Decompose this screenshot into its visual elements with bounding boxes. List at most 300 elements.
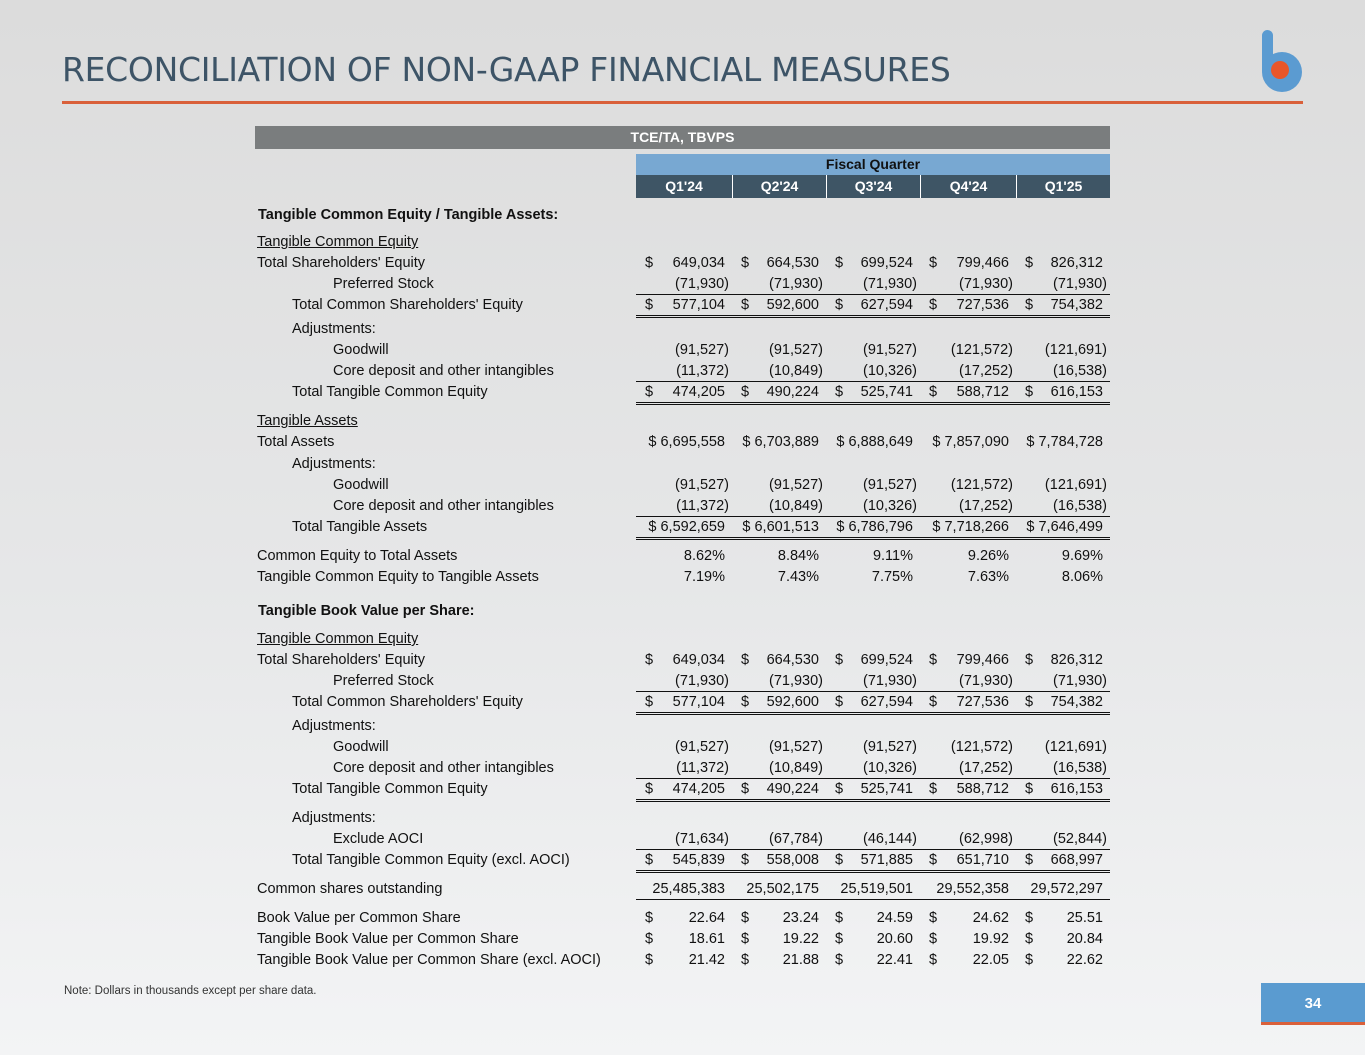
dollar-sign: $ bbox=[929, 694, 938, 710]
value-cell bbox=[826, 650, 920, 670]
cell-value: (71,930) bbox=[674, 276, 729, 292]
table-row bbox=[0, 517, 1365, 538]
value-cell bbox=[636, 253, 732, 273]
row-label: Total Tangible Assets bbox=[292, 519, 428, 535]
cell-value: 754,382 bbox=[1050, 694, 1103, 710]
cell-value: 7.43% bbox=[777, 569, 819, 585]
table-row bbox=[0, 950, 1365, 971]
cell-value: (91,527) bbox=[674, 342, 729, 358]
cell-value: (91,527) bbox=[768, 342, 823, 358]
value-cell bbox=[826, 475, 920, 495]
dollar-sign: $ bbox=[741, 910, 750, 926]
table-row bbox=[0, 879, 1365, 900]
row-label: Total Tangible Common Equity bbox=[292, 384, 488, 400]
value-cell bbox=[732, 361, 826, 382]
cell-value: (71,930) bbox=[768, 673, 823, 689]
value-cell bbox=[732, 650, 826, 670]
dollar-sign: $ bbox=[929, 781, 938, 797]
dollar-sign: $ bbox=[929, 952, 938, 968]
value-cell bbox=[1016, 295, 1110, 318]
dollar-sign: $ bbox=[645, 652, 654, 668]
cell-value: 22.05 bbox=[972, 952, 1009, 968]
cell-value: (71,930) bbox=[1052, 276, 1107, 292]
cell-value: (52,844) bbox=[1052, 831, 1107, 847]
cell-value: $ 6,888,649 bbox=[836, 434, 913, 450]
dollar-sign: $ bbox=[1025, 297, 1034, 313]
value-cell bbox=[826, 361, 920, 382]
value-cell bbox=[636, 737, 732, 757]
cell-value: (16,538) bbox=[1052, 498, 1107, 514]
cell-value: (10,326) bbox=[862, 498, 917, 514]
cell-value: (71,930) bbox=[674, 673, 729, 689]
table-row bbox=[0, 850, 1365, 871]
cell-value: 649,034 bbox=[672, 255, 725, 271]
value-cell bbox=[920, 671, 1016, 692]
table-row bbox=[0, 692, 1365, 713]
value-cell bbox=[636, 496, 732, 517]
cell-value: 474,205 bbox=[672, 781, 725, 797]
value-cell bbox=[920, 432, 1016, 452]
dollar-sign: $ bbox=[929, 255, 938, 271]
table-row bbox=[0, 601, 1365, 622]
value-cell bbox=[1016, 779, 1110, 802]
row-label: Goodwill bbox=[333, 739, 389, 755]
dollar-sign: $ bbox=[1025, 781, 1034, 797]
cell-value: 490,224 bbox=[766, 384, 819, 400]
dollar-sign: $ bbox=[835, 781, 844, 797]
value-cell bbox=[826, 274, 920, 295]
dollar-sign: $ bbox=[741, 297, 750, 313]
value-cell bbox=[732, 692, 826, 715]
value-cell bbox=[1016, 650, 1110, 670]
value-cell bbox=[732, 496, 826, 517]
value-cell bbox=[920, 295, 1016, 318]
cell-value: $ 7,784,728 bbox=[1026, 434, 1103, 450]
value-cell bbox=[636, 382, 732, 405]
value-cell bbox=[636, 829, 732, 850]
value-cell bbox=[826, 253, 920, 273]
dollar-sign: $ bbox=[741, 781, 750, 797]
cell-value: 826,312 bbox=[1050, 652, 1103, 668]
value-cell bbox=[636, 692, 732, 715]
cell-value: 24.59 bbox=[876, 910, 913, 926]
table-row bbox=[0, 454, 1365, 475]
dollar-sign: $ bbox=[741, 255, 750, 271]
value-cell bbox=[1016, 758, 1110, 779]
quarter-header: Q1'25 bbox=[1016, 175, 1110, 198]
cell-value: 754,382 bbox=[1050, 297, 1103, 313]
cell-value: 490,224 bbox=[766, 781, 819, 797]
value-cell bbox=[920, 496, 1016, 517]
cell-value: (121,691) bbox=[1044, 342, 1107, 358]
value-cell bbox=[1016, 340, 1110, 360]
row-label: Total Common Shareholders' Equity bbox=[292, 694, 523, 710]
cell-value: (71,930) bbox=[1052, 673, 1107, 689]
row-label: Tangible Common Equity to Tangible Assets bbox=[257, 569, 539, 585]
value-cell bbox=[920, 340, 1016, 360]
cell-value: 8.84% bbox=[777, 548, 819, 564]
row-label: Tangible Common Equity bbox=[257, 234, 419, 250]
row-label: Total Common Shareholders' Equity bbox=[292, 297, 523, 313]
value-cell bbox=[920, 908, 1016, 928]
table-row bbox=[0, 808, 1365, 829]
cell-value: 20.60 bbox=[876, 931, 913, 947]
value-cell bbox=[826, 950, 920, 970]
table-row bbox=[0, 779, 1365, 800]
cell-value: 25,485,383 bbox=[652, 881, 725, 897]
cell-value: 29,552,358 bbox=[936, 881, 1009, 897]
row-label: Goodwill bbox=[333, 342, 389, 358]
table-row bbox=[0, 758, 1365, 779]
value-cell bbox=[732, 850, 826, 873]
cell-value: 664,530 bbox=[766, 652, 819, 668]
cell-value: 25,519,501 bbox=[840, 881, 913, 897]
cell-value: 20.84 bbox=[1066, 931, 1103, 947]
dollar-sign: $ bbox=[741, 694, 750, 710]
table-row bbox=[0, 567, 1365, 588]
dollar-sign: $ bbox=[1025, 255, 1034, 271]
value-cell bbox=[636, 908, 732, 928]
row-label: Tangible Book Value per Common Share (excl. AOCI) bbox=[257, 952, 601, 968]
value-cell bbox=[1016, 274, 1110, 295]
value-cell bbox=[826, 567, 920, 587]
dollar-sign: $ bbox=[1025, 852, 1034, 868]
value-cell bbox=[826, 517, 920, 540]
cell-value: 21.88 bbox=[782, 952, 819, 968]
cell-value: 24.62 bbox=[972, 910, 1009, 926]
cell-value: 577,104 bbox=[672, 297, 725, 313]
table-row bbox=[0, 908, 1365, 929]
row-label: Core deposit and other intangibles bbox=[333, 363, 554, 379]
table-row bbox=[0, 205, 1365, 226]
dollar-sign: $ bbox=[929, 297, 938, 313]
value-cell bbox=[636, 850, 732, 873]
cell-value: $ 6,601,513 bbox=[742, 519, 819, 535]
cell-value: (67,784) bbox=[768, 831, 823, 847]
value-cell bbox=[732, 517, 826, 540]
value-cell bbox=[732, 567, 826, 587]
cell-value: (17,252) bbox=[958, 498, 1013, 514]
row-label: Common Equity to Total Assets bbox=[257, 548, 458, 564]
value-cell bbox=[920, 253, 1016, 273]
value-cell bbox=[636, 650, 732, 670]
row-label: Tangible Common Equity bbox=[257, 631, 419, 647]
value-cell bbox=[1016, 546, 1110, 566]
dollar-sign: $ bbox=[929, 852, 938, 868]
value-cell bbox=[732, 253, 826, 273]
value-cell bbox=[1016, 432, 1110, 452]
value-cell bbox=[1016, 671, 1110, 692]
value-cell bbox=[826, 908, 920, 928]
table-row bbox=[0, 253, 1365, 274]
value-cell bbox=[826, 929, 920, 949]
dollar-sign: $ bbox=[741, 652, 750, 668]
table-row bbox=[0, 340, 1365, 361]
cell-value: $ 6,703,889 bbox=[742, 434, 819, 450]
dollar-sign: $ bbox=[741, 852, 750, 868]
row-label: Preferred Stock bbox=[333, 276, 434, 292]
row-label: Core deposit and other intangibles bbox=[333, 760, 554, 776]
row-label: Tangible Common Equity / Tangible Assets: bbox=[258, 207, 559, 223]
cell-value: 8.62% bbox=[683, 548, 725, 564]
value-cell bbox=[826, 496, 920, 517]
value-cell bbox=[636, 546, 732, 566]
row-label: Common shares outstanding bbox=[257, 881, 443, 897]
dollar-sign: $ bbox=[929, 931, 938, 947]
value-cell bbox=[920, 692, 1016, 715]
cell-value: 21.42 bbox=[688, 952, 725, 968]
value-cell bbox=[826, 758, 920, 779]
cell-value: 9.26% bbox=[967, 548, 1009, 564]
value-cell bbox=[636, 950, 732, 970]
cell-value: 8.06% bbox=[1061, 569, 1103, 585]
cell-value: $ 6,592,659 bbox=[648, 519, 725, 535]
row-label: Total Shareholders' Equity bbox=[257, 652, 426, 668]
cell-value: 7.63% bbox=[967, 569, 1009, 585]
value-cell bbox=[1016, 850, 1110, 873]
cell-value: 23.24 bbox=[782, 910, 819, 926]
cell-value: (71,930) bbox=[862, 673, 917, 689]
cell-value: 616,153 bbox=[1050, 384, 1103, 400]
table-row bbox=[0, 432, 1365, 453]
dollar-sign: $ bbox=[835, 652, 844, 668]
fiscal-quarter-label: Fiscal Quarter bbox=[636, 154, 1110, 175]
cell-value: (10,849) bbox=[768, 363, 823, 379]
quarter-header-row bbox=[636, 175, 1110, 198]
cell-value: (91,527) bbox=[862, 342, 917, 358]
table-row bbox=[0, 671, 1365, 692]
footnote: Note: Dollars in thousands except per share data. bbox=[64, 985, 317, 997]
value-cell bbox=[636, 361, 732, 382]
value-cell bbox=[636, 779, 732, 802]
cell-value: (71,930) bbox=[768, 276, 823, 292]
value-cell bbox=[920, 650, 1016, 670]
table-row bbox=[0, 716, 1365, 737]
value-cell bbox=[1016, 908, 1110, 928]
quarter-header: Q2'24 bbox=[732, 175, 826, 198]
value-cell bbox=[732, 779, 826, 802]
value-cell bbox=[920, 382, 1016, 405]
cell-value: (121,572) bbox=[950, 477, 1013, 493]
value-cell bbox=[920, 567, 1016, 587]
cell-value: (121,572) bbox=[950, 342, 1013, 358]
cell-value: 525,741 bbox=[860, 384, 913, 400]
value-cell bbox=[732, 950, 826, 970]
value-cell bbox=[636, 475, 732, 495]
dollar-sign: $ bbox=[1025, 952, 1034, 968]
cell-value: 649,034 bbox=[672, 652, 725, 668]
cell-value: 668,997 bbox=[1050, 852, 1103, 868]
cell-value: (71,930) bbox=[958, 276, 1013, 292]
dollar-sign: $ bbox=[645, 255, 654, 271]
value-cell bbox=[732, 879, 826, 900]
table-row bbox=[0, 546, 1365, 567]
cell-value: 799,466 bbox=[956, 255, 1009, 271]
cell-value: 29,572,297 bbox=[1030, 881, 1103, 897]
cell-value: (62,998) bbox=[958, 831, 1013, 847]
value-cell bbox=[636, 274, 732, 295]
cell-value: $ 7,857,090 bbox=[932, 434, 1009, 450]
value-cell bbox=[1016, 496, 1110, 517]
cell-value: (10,849) bbox=[768, 498, 823, 514]
value-cell bbox=[732, 671, 826, 692]
dollar-sign: $ bbox=[645, 694, 654, 710]
value-cell bbox=[1016, 253, 1110, 273]
brand-logo bbox=[1258, 30, 1304, 96]
cell-value: 19.22 bbox=[782, 931, 819, 947]
dollar-sign: $ bbox=[741, 384, 750, 400]
row-label: Exclude AOCI bbox=[333, 831, 424, 847]
cell-value: (10,849) bbox=[768, 760, 823, 776]
table-row bbox=[0, 650, 1365, 671]
value-cell bbox=[1016, 475, 1110, 495]
row-label: Adjustments: bbox=[292, 810, 376, 826]
value-cell bbox=[636, 295, 732, 318]
value-cell bbox=[826, 382, 920, 405]
row-label: Total Assets bbox=[257, 434, 335, 450]
cell-value: 545,839 bbox=[672, 852, 725, 868]
dollar-sign: $ bbox=[1025, 931, 1034, 947]
table-row bbox=[0, 319, 1365, 340]
cell-value: 18.61 bbox=[688, 931, 725, 947]
dollar-sign: $ bbox=[835, 694, 844, 710]
value-cell bbox=[826, 692, 920, 715]
cell-value: 22.64 bbox=[688, 910, 725, 926]
value-cell bbox=[920, 274, 1016, 295]
row-label: Tangible Assets bbox=[257, 413, 358, 429]
value-cell bbox=[826, 737, 920, 757]
value-cell bbox=[920, 879, 1016, 900]
cell-value: 799,466 bbox=[956, 652, 1009, 668]
value-cell bbox=[826, 432, 920, 452]
value-cell bbox=[636, 340, 732, 360]
row-label: Goodwill bbox=[333, 477, 389, 493]
value-cell bbox=[920, 517, 1016, 540]
dollar-sign: $ bbox=[645, 384, 654, 400]
cell-value: (17,252) bbox=[958, 363, 1013, 379]
cell-value: 592,600 bbox=[766, 297, 819, 313]
cell-value: 25,502,175 bbox=[746, 881, 819, 897]
value-cell bbox=[920, 779, 1016, 802]
quarter-header: Q4'24 bbox=[920, 175, 1016, 198]
cell-value: $ 7,646,499 bbox=[1026, 519, 1103, 535]
cell-value: 22.62 bbox=[1066, 952, 1103, 968]
dollar-sign: $ bbox=[835, 952, 844, 968]
page-number: 34 bbox=[1261, 983, 1365, 1025]
value-cell bbox=[732, 432, 826, 452]
cell-value: (11,372) bbox=[676, 760, 729, 776]
dollar-sign: $ bbox=[645, 952, 654, 968]
value-cell bbox=[826, 829, 920, 850]
dollar-sign: $ bbox=[741, 952, 750, 968]
dollar-sign: $ bbox=[1025, 694, 1034, 710]
cell-value: (17,252) bbox=[958, 760, 1013, 776]
row-label: Tangible Book Value per Share: bbox=[258, 603, 475, 619]
value-cell bbox=[1016, 829, 1110, 850]
value-cell bbox=[1016, 950, 1110, 970]
table-row bbox=[0, 411, 1365, 432]
value-cell bbox=[1016, 737, 1110, 757]
cell-value: $ 7,718,266 bbox=[932, 519, 1009, 535]
value-cell bbox=[732, 340, 826, 360]
value-cell bbox=[826, 295, 920, 318]
value-cell bbox=[636, 517, 732, 540]
value-cell bbox=[920, 361, 1016, 382]
table-row bbox=[0, 829, 1365, 850]
cell-value: (121,691) bbox=[1044, 739, 1107, 755]
row-label: Adjustments: bbox=[292, 456, 376, 472]
dollar-sign: $ bbox=[1025, 384, 1034, 400]
dollar-sign: $ bbox=[645, 781, 654, 797]
value-cell bbox=[636, 879, 732, 900]
value-cell bbox=[732, 929, 826, 949]
dollar-sign: $ bbox=[835, 852, 844, 868]
table-title: TCE/TA, TBVPS bbox=[255, 126, 1110, 149]
value-cell bbox=[732, 758, 826, 779]
cell-value: 651,710 bbox=[956, 852, 1009, 868]
table-row bbox=[0, 929, 1365, 950]
cell-value: 25.51 bbox=[1066, 910, 1103, 926]
dollar-sign: $ bbox=[835, 384, 844, 400]
cell-value: 588,712 bbox=[956, 781, 1009, 797]
value-cell bbox=[636, 758, 732, 779]
cell-value: (16,538) bbox=[1052, 363, 1107, 379]
cell-value: (91,527) bbox=[862, 739, 917, 755]
value-cell bbox=[732, 737, 826, 757]
cell-value: 826,312 bbox=[1050, 255, 1103, 271]
value-cell bbox=[920, 546, 1016, 566]
value-cell bbox=[1016, 692, 1110, 715]
cell-value: 525,741 bbox=[860, 781, 913, 797]
row-label: Preferred Stock bbox=[333, 673, 434, 689]
value-cell bbox=[732, 382, 826, 405]
value-cell bbox=[636, 671, 732, 692]
row-label: Adjustments: bbox=[292, 718, 376, 734]
table-row bbox=[0, 382, 1365, 403]
value-cell bbox=[1016, 361, 1110, 382]
value-cell bbox=[826, 340, 920, 360]
cell-value: 727,536 bbox=[956, 694, 1009, 710]
dollar-sign: $ bbox=[835, 910, 844, 926]
value-cell bbox=[1016, 929, 1110, 949]
value-cell bbox=[920, 929, 1016, 949]
cell-value: 699,524 bbox=[860, 255, 913, 271]
cell-value: 627,594 bbox=[860, 297, 913, 313]
dollar-sign: $ bbox=[645, 931, 654, 947]
cell-value: 9.11% bbox=[872, 548, 913, 564]
cell-value: 474,205 bbox=[672, 384, 725, 400]
table-row bbox=[0, 295, 1365, 316]
value-cell bbox=[920, 758, 1016, 779]
cell-value: 588,712 bbox=[956, 384, 1009, 400]
cell-value: (91,527) bbox=[674, 477, 729, 493]
cell-value: (91,527) bbox=[674, 739, 729, 755]
cell-value: (91,527) bbox=[862, 477, 917, 493]
table-row bbox=[0, 232, 1365, 253]
value-cell bbox=[1016, 517, 1110, 540]
value-cell bbox=[636, 567, 732, 587]
cell-value: 7.19% bbox=[683, 569, 725, 585]
cell-value: 22.41 bbox=[876, 952, 913, 968]
cell-value: (121,691) bbox=[1044, 477, 1107, 493]
value-cell bbox=[636, 432, 732, 452]
value-cell bbox=[1016, 567, 1110, 587]
cell-value: (71,930) bbox=[958, 673, 1013, 689]
value-cell bbox=[920, 737, 1016, 757]
value-cell bbox=[732, 546, 826, 566]
value-cell bbox=[732, 274, 826, 295]
table-row bbox=[0, 496, 1365, 517]
